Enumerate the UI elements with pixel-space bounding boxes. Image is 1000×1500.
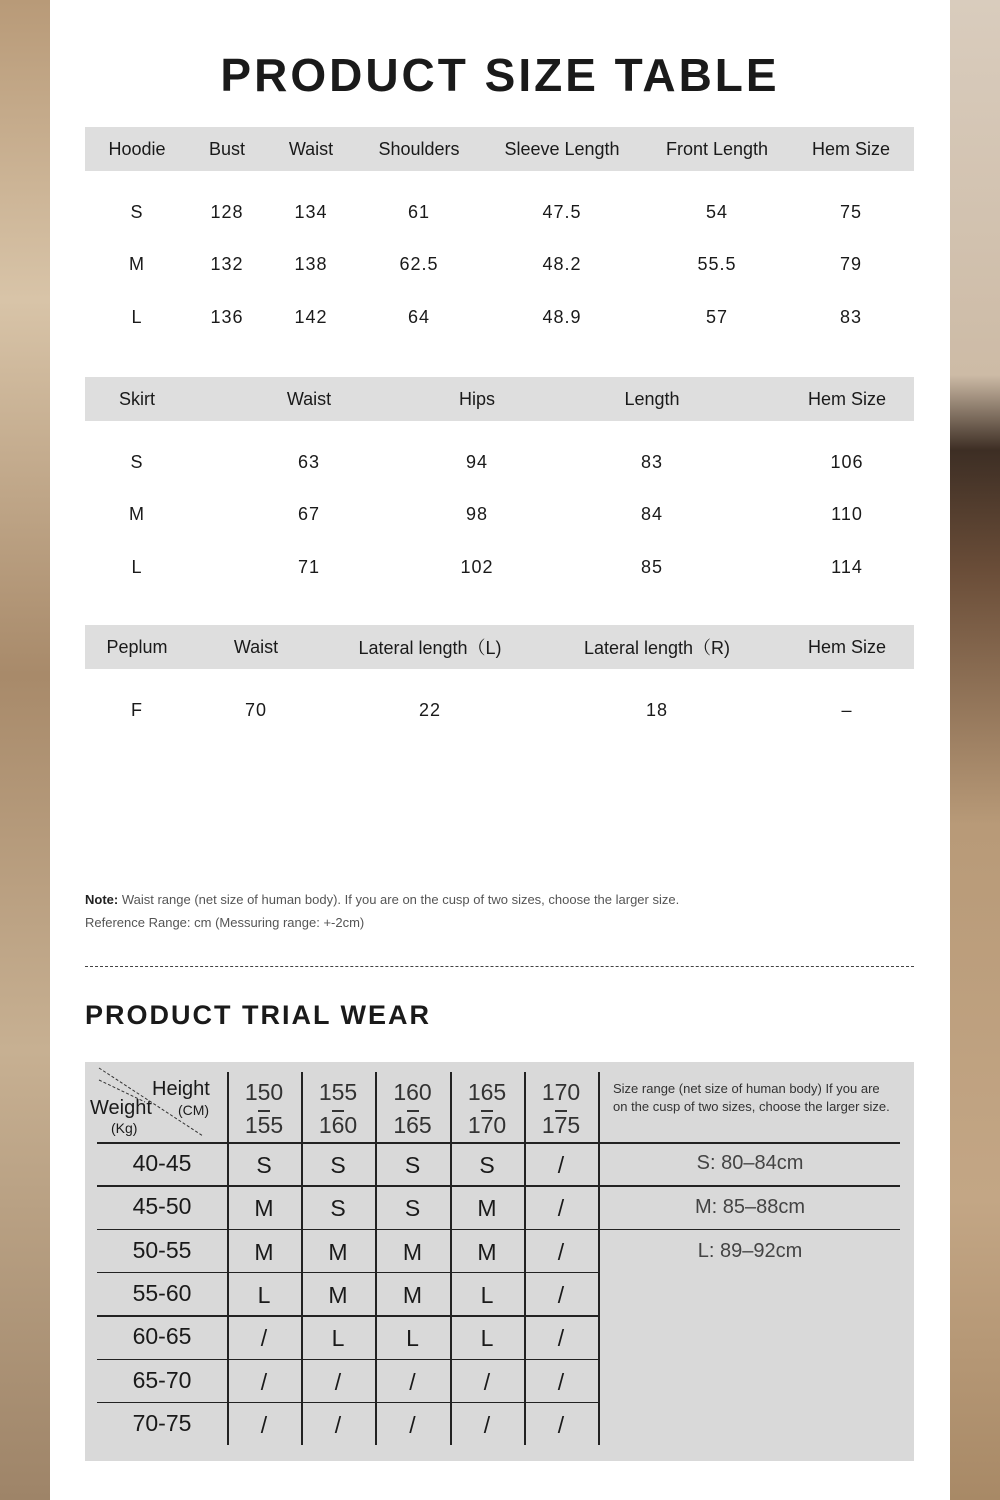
skirt-cell: L [131, 556, 143, 577]
recommended-size: M [254, 1238, 274, 1265]
skirt-header-row [85, 377, 914, 421]
skirt-cell: 102 [460, 556, 494, 577]
recommended-size: L [331, 1325, 345, 1352]
hoodie-cell: 48.9 [542, 306, 582, 327]
hoodie-cell: S [130, 201, 144, 222]
peplum-size-table [85, 625, 914, 737]
height-range-start: 165 [467, 1078, 507, 1105]
recommended-size: L [480, 1325, 494, 1352]
height-range-start: 170 [541, 1078, 581, 1105]
skirt-header-cell: Length [624, 388, 680, 409]
peplum-header-cell: Hem Size [807, 636, 887, 657]
height-range-end: 175 [541, 1111, 581, 1138]
recommended-size: / [409, 1368, 416, 1395]
recommended-size: / [557, 1368, 565, 1395]
skirt-row [85, 541, 914, 594]
weight-range: 45-50 [132, 1193, 192, 1220]
hoodie-header-cell: Hoodie [108, 138, 166, 159]
recommended-size: / [557, 1152, 565, 1179]
weight-range: 70-75 [132, 1409, 192, 1436]
recommended-size: / [260, 1411, 268, 1438]
size-range-l: L: 89–92cm [697, 1240, 803, 1262]
recommended-size: M [477, 1195, 497, 1222]
recommended-size: / [260, 1368, 268, 1395]
peplum-header-cell: Lateral length（L) [358, 638, 502, 658]
hoodie-cell: 128 [210, 201, 244, 222]
peplum-cell: – [841, 699, 853, 720]
skirt-cell: 98 [465, 504, 489, 525]
hoodie-cell: 138 [294, 254, 328, 275]
skirt-cell: M [129, 504, 145, 525]
background-photo-right [950, 0, 1000, 1500]
recommended-size: / [557, 1325, 565, 1352]
height-range-start: 155 [318, 1078, 358, 1105]
skirt-cell: 83 [640, 451, 664, 472]
peplum-cell: F [131, 699, 143, 720]
skirt-cell: 106 [830, 451, 864, 472]
hoodie-cell: 55.5 [697, 254, 737, 275]
recommended-size: M [328, 1238, 348, 1265]
note-label: Note: [85, 892, 119, 907]
weight-label: Weight [90, 1097, 152, 1119]
recommended-size: M [477, 1238, 497, 1265]
peplum-header-cell: Peplum [106, 636, 168, 657]
weight-range: 40-45 [132, 1150, 192, 1177]
recommended-size: L [406, 1325, 419, 1352]
hoodie-size-table [85, 127, 914, 344]
recommended-size: S [479, 1152, 495, 1179]
recommended-size: M [402, 1282, 423, 1309]
skirt-cell: 84 [640, 504, 664, 525]
reference-range: Reference Range: cm (Messuring range: +-2cm) [85, 915, 365, 930]
hoodie-cell: 75 [839, 201, 863, 222]
peplum-row [85, 684, 914, 737]
hoodie-cell: L [131, 306, 143, 327]
hoodie-header-row [85, 127, 914, 171]
skirt-cell: 114 [831, 556, 863, 577]
height-range-start: 160 [393, 1078, 432, 1105]
weight-unit: (Kg) [111, 1120, 138, 1136]
hoodie-cell: 62.5 [399, 254, 439, 275]
recommended-size: S [256, 1152, 272, 1179]
hoodie-cell: 47.5 [542, 201, 582, 222]
size-chart-panel [50, 0, 950, 1500]
size-range-s: S: 80–84cm [696, 1152, 804, 1174]
height-range-end: 160 [318, 1111, 358, 1138]
hoodie-cell: M [129, 254, 145, 275]
trial-wear-table [85, 1062, 914, 1461]
recommended-size: S [330, 1195, 346, 1222]
skirt-cell: 85 [640, 556, 664, 577]
recommended-size: / [334, 1368, 342, 1395]
weight-range: 60-65 [132, 1323, 192, 1350]
hoodie-cell: 142 [294, 306, 328, 327]
recommended-size: / [557, 1282, 565, 1309]
recommended-size: / [409, 1411, 416, 1438]
hoodie-cell: 136 [210, 306, 244, 327]
skirt-header-cell: Waist [286, 388, 332, 409]
size-note [85, 892, 679, 907]
skirt-cell: 110 [831, 504, 863, 525]
skirt-cell: 71 [297, 556, 321, 577]
height-range-end: 170 [467, 1111, 507, 1138]
hoodie-header-cell: Front Length [665, 138, 769, 159]
hoodie-header-cell: Waist [288, 138, 334, 159]
recommended-size: M [254, 1195, 274, 1222]
hoodie-header-cell: Shoulders [378, 138, 460, 159]
recommended-size: S [404, 1152, 421, 1179]
hoodie-row [85, 239, 914, 292]
recommended-size: / [483, 1368, 491, 1395]
peplum-header-cell: Waist [233, 636, 279, 657]
height-range-start: 150 [244, 1078, 284, 1105]
skirt-row [85, 436, 914, 489]
recommended-size: S [404, 1195, 421, 1222]
peplum-header-row [85, 625, 914, 669]
trial-wear-title: PRODUCT TRIAL WEAR [85, 1000, 431, 1030]
skirt-cell: S [130, 451, 144, 472]
size-range-m: M: 85–88cm [694, 1196, 806, 1218]
recommended-size: S [330, 1152, 346, 1179]
height-range-end: 155 [244, 1111, 284, 1138]
peplum-header-cell: Lateral length（R) [583, 638, 731, 658]
hoodie-cell: 79 [839, 254, 863, 275]
height-range-end: 165 [393, 1111, 432, 1138]
recommended-size: M [328, 1282, 348, 1309]
skirt-header-cell: Hips [458, 388, 496, 409]
skirt-cell: 67 [297, 504, 321, 525]
height-unit: (CM) [178, 1102, 210, 1118]
height-label: Height [152, 1078, 210, 1100]
weight-range: 50-55 [132, 1236, 192, 1263]
hoodie-cell: 48.2 [542, 254, 582, 275]
hoodie-cell: 83 [839, 306, 863, 327]
hoodie-cell: 134 [294, 201, 328, 222]
recommended-size: L [480, 1282, 494, 1309]
peplum-cell: 22 [418, 699, 442, 720]
recommended-size: M [402, 1238, 423, 1265]
peplum-cell: 70 [244, 699, 268, 720]
weight-range: 65-70 [132, 1366, 192, 1393]
skirt-cell: 94 [465, 451, 489, 472]
recommended-size: / [557, 1411, 565, 1438]
hoodie-cell: 64 [407, 306, 431, 327]
hoodie-row [85, 186, 914, 239]
note-text: Waist range (net size of human body). If you are on the cusp of two sizes, choose the larger size. [121, 892, 680, 907]
hoodie-cell: 132 [210, 254, 244, 275]
recommended-size: / [260, 1325, 268, 1352]
recommended-size: / [557, 1195, 565, 1222]
skirt-size-table [85, 377, 914, 594]
hoodie-cell: 61 [407, 201, 431, 222]
hoodie-cell: 57 [705, 306, 729, 327]
recommended-size: / [483, 1411, 491, 1438]
hoodie-header-cell: Sleeve Length [504, 138, 620, 159]
page-title: PRODUCT SIZE TABLE [220, 49, 780, 101]
hoodie-cell: 54 [705, 201, 729, 222]
size-range-note: Size range (net size of human body) If you are on the cusp of two sizes, choose the larger size. [613, 1081, 890, 1114]
recommended-size: / [557, 1238, 565, 1265]
recommended-size: / [334, 1411, 342, 1438]
background-photo-left [0, 0, 50, 1500]
skirt-row [85, 489, 914, 542]
hoodie-header-cell: Hem Size [811, 138, 891, 159]
skirt-header-cell: Hem Size [807, 388, 887, 409]
hoodie-row [85, 291, 914, 344]
peplum-cell: 18 [645, 699, 669, 720]
dashed-divider [85, 966, 914, 967]
skirt-cell: 63 [297, 451, 321, 472]
hoodie-header-cell: Bust [208, 138, 246, 159]
weight-range: 55-60 [132, 1280, 192, 1307]
skirt-header-cell: Skirt [119, 388, 155, 409]
grid-vertical-line [598, 1072, 600, 1445]
recommended-size: L [257, 1282, 271, 1309]
